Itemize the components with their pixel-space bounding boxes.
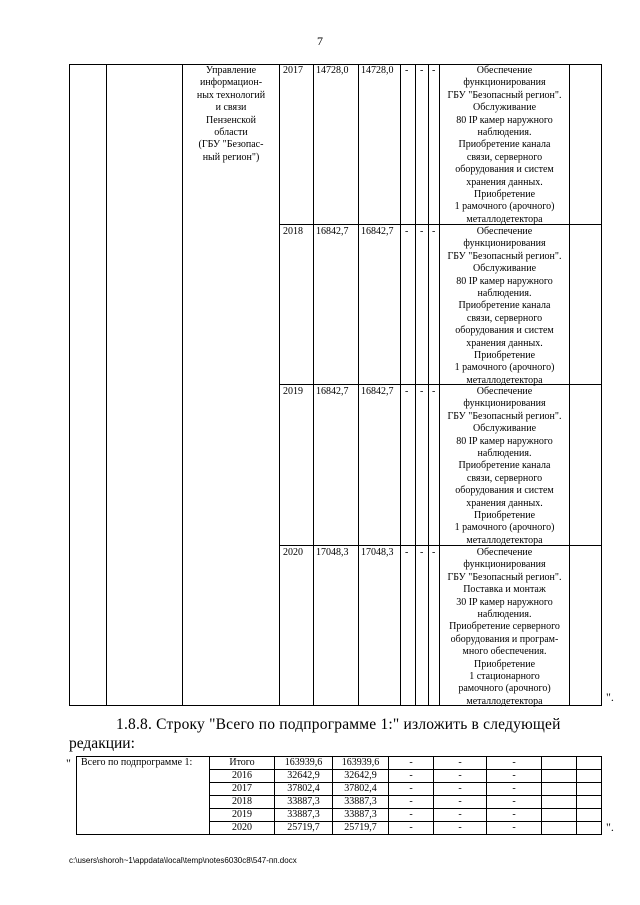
desc-line: Поставка и монтаж xyxy=(463,584,546,596)
total-cell: 33887,3 xyxy=(287,796,320,807)
dash-cell: - xyxy=(420,386,424,397)
opening-quote: " xyxy=(66,756,71,770)
desc-line: ГБУ "Безопасный регион". xyxy=(447,410,562,422)
dash-cell: - xyxy=(420,226,424,237)
desc-line: хранения данных. xyxy=(466,497,543,509)
desc-line: наблюдения. xyxy=(477,288,532,300)
desc-line: Приобретение xyxy=(473,658,536,670)
dash-cell: - xyxy=(420,65,424,76)
dash-cell: - xyxy=(420,547,424,558)
desc-line: связи, серверного xyxy=(466,472,543,484)
dash-cell: - xyxy=(409,757,413,768)
desc-line: функционирования xyxy=(463,559,546,571)
total-cell: 16842,7 xyxy=(316,386,349,397)
organization-cell xyxy=(183,65,279,164)
dash-cell: - xyxy=(458,757,462,768)
value-cell: 32642,9 xyxy=(344,770,377,781)
desc-line: Обеспечение xyxy=(476,226,533,237)
dash-cell: - xyxy=(432,226,436,237)
total-cell: 16842,7 xyxy=(316,226,349,237)
dash-cell: - xyxy=(458,770,462,781)
footer-file-path: c:\users\shoroh~1\appdata\local\temp\notes6030c8\547-пп.docx xyxy=(69,856,297,865)
value-cell: 14728,0 xyxy=(361,65,394,76)
desc-line: Обеспечение xyxy=(476,65,533,76)
desc-line: наблюдения. xyxy=(477,448,532,460)
year-cell: 2018 xyxy=(283,226,303,237)
desc-line: 80 IP камер наружного xyxy=(456,114,553,126)
desc-line: оборудования и програм- xyxy=(450,633,559,645)
desc-line: функционирования xyxy=(463,77,546,89)
value-cell: 16842,7 xyxy=(361,226,394,237)
dash-cell: - xyxy=(512,783,516,794)
desc-line: Приобретение xyxy=(473,350,536,362)
dash-cell: - xyxy=(409,796,413,807)
period-cell: 2019 xyxy=(232,809,252,820)
dash-cell: - xyxy=(512,796,516,807)
amendment-paragraph-cont: редакции: xyxy=(69,735,135,752)
desc-line: ГБУ "Безопасный регион". xyxy=(447,571,562,583)
dash-cell: - xyxy=(512,770,516,781)
total-table xyxy=(76,756,602,835)
desc-line: 30 IP камер наружного xyxy=(456,596,553,608)
desc-line: функционирования xyxy=(463,238,546,250)
desc-line: 1 рамочного (арочного) xyxy=(454,362,555,374)
total-cell: 37802,4 xyxy=(287,783,320,794)
value-cell: 33887,3 xyxy=(344,809,377,820)
dash-cell: - xyxy=(409,783,413,794)
dash-cell: - xyxy=(409,809,413,820)
desc-line: связи, серверного xyxy=(466,151,543,163)
desc-line: хранения данных. xyxy=(466,337,543,349)
value-cell: 33887,3 xyxy=(344,796,377,807)
desc-line: наблюдения. xyxy=(477,609,532,621)
desc-line: 80 IP камер наружного xyxy=(456,435,553,447)
period-cell: 2020 xyxy=(232,822,252,833)
value-cell: 17048,3 xyxy=(361,547,394,558)
year-cell: 2019 xyxy=(283,386,303,397)
total-cell: 33887,3 xyxy=(287,809,320,820)
desc-line: Приобретение канала xyxy=(458,300,551,312)
description-cell xyxy=(440,547,569,708)
dash-cell: - xyxy=(458,822,462,833)
desc-line: Обслуживание xyxy=(472,102,537,114)
dash-cell: - xyxy=(405,547,409,558)
page-number: 7 xyxy=(317,34,323,48)
total-cell: 14728,0 xyxy=(316,65,349,76)
dash-cell: - xyxy=(432,65,436,76)
dash-cell: - xyxy=(405,65,409,76)
value-cell: 16842,7 xyxy=(361,386,394,397)
closing-quote: ". xyxy=(606,820,614,834)
total-label: Всего по подпрограмме 1: xyxy=(81,757,193,768)
total-cell: 25719,7 xyxy=(287,822,320,833)
desc-line: ГБУ "Безопасный регион". xyxy=(447,89,562,101)
period-cell: Итого xyxy=(229,757,255,768)
value-cell: 163939,6 xyxy=(341,757,380,768)
desc-line: наблюдения. xyxy=(477,127,532,139)
value-cell: 25719,7 xyxy=(344,822,377,833)
desc-line: 1 рамочного (арочного) xyxy=(454,201,555,213)
desc-line: связи, серверного xyxy=(466,312,543,324)
dash-cell: - xyxy=(458,809,462,820)
dash-cell: - xyxy=(432,547,436,558)
desc-line: Приобретение серверного xyxy=(449,621,560,633)
value-cell: 37802,4 xyxy=(344,783,377,794)
dash-cell: - xyxy=(458,796,462,807)
dash-cell: - xyxy=(409,770,413,781)
amendment-paragraph: 1.8.8. Строку "Всего по подпрограмме 1:" изложить в следующей xyxy=(116,716,561,733)
desc-line: ГБУ "Безопасный регион". xyxy=(447,250,562,262)
period-cell: 2016 xyxy=(232,770,252,781)
desc-line: Приобретение xyxy=(473,189,536,201)
desc-line: Обеспечение xyxy=(476,547,533,558)
desc-line: металлодетектора xyxy=(466,534,543,546)
org-line: области xyxy=(214,127,248,139)
desc-line: Приобретение канала xyxy=(458,460,551,472)
year-cell: 2017 xyxy=(283,65,303,76)
period-cell: 2018 xyxy=(232,796,252,807)
dash-cell: - xyxy=(512,757,516,768)
description-cell xyxy=(440,65,569,226)
org-line: Управление xyxy=(205,65,257,76)
org-line: (ГБУ "Безопас- xyxy=(198,139,264,151)
desc-line: металлодетектора xyxy=(466,695,543,707)
desc-line: Обеспечение xyxy=(476,386,533,397)
total-cell: 17048,3 xyxy=(316,547,349,558)
desc-line: оборудования и систем xyxy=(455,325,554,337)
desc-line: 80 IP камер наружного xyxy=(456,275,553,287)
dash-cell: - xyxy=(405,226,409,237)
org-line: информацион- xyxy=(199,77,263,89)
org-line: ных технологий xyxy=(196,89,266,101)
desc-line: функционирования xyxy=(463,398,546,410)
desc-line: хранения данных. xyxy=(466,176,543,188)
program-table xyxy=(69,64,602,706)
desc-line: металлодетектора xyxy=(466,213,543,225)
description-cell xyxy=(440,226,569,387)
dash-cell: - xyxy=(432,386,436,397)
desc-line: 1 стационарного xyxy=(469,671,540,683)
desc-line: Обслуживание xyxy=(472,423,537,435)
org-line: Пензенской xyxy=(206,114,256,126)
desc-line: много обеспечения. xyxy=(462,646,547,658)
dash-cell: - xyxy=(512,809,516,820)
desc-line: рамочного (арочного) xyxy=(458,683,551,695)
description-cell xyxy=(440,386,569,547)
desc-line: Приобретение канала xyxy=(458,139,551,151)
desc-line: металлодетектора xyxy=(466,374,543,386)
dash-cell: - xyxy=(512,822,516,833)
period-cell: 2017 xyxy=(232,783,252,794)
dash-cell: - xyxy=(458,783,462,794)
desc-line: оборудования и систем xyxy=(455,164,554,176)
total-cell: 163939,6 xyxy=(284,757,323,768)
dash-cell: - xyxy=(405,386,409,397)
desc-line: оборудования и систем xyxy=(455,485,554,497)
dash-cell: - xyxy=(409,822,413,833)
total-cell: 32642,9 xyxy=(287,770,320,781)
desc-line: 1 рамочного (арочного) xyxy=(454,522,555,534)
org-line: ный регион") xyxy=(202,151,260,163)
year-cell: 2020 xyxy=(283,547,303,558)
org-line: и связи xyxy=(215,102,247,114)
closing-quote: ". xyxy=(606,690,614,704)
desc-line: Приобретение xyxy=(473,510,536,522)
desc-line: Обслуживание xyxy=(472,263,537,275)
